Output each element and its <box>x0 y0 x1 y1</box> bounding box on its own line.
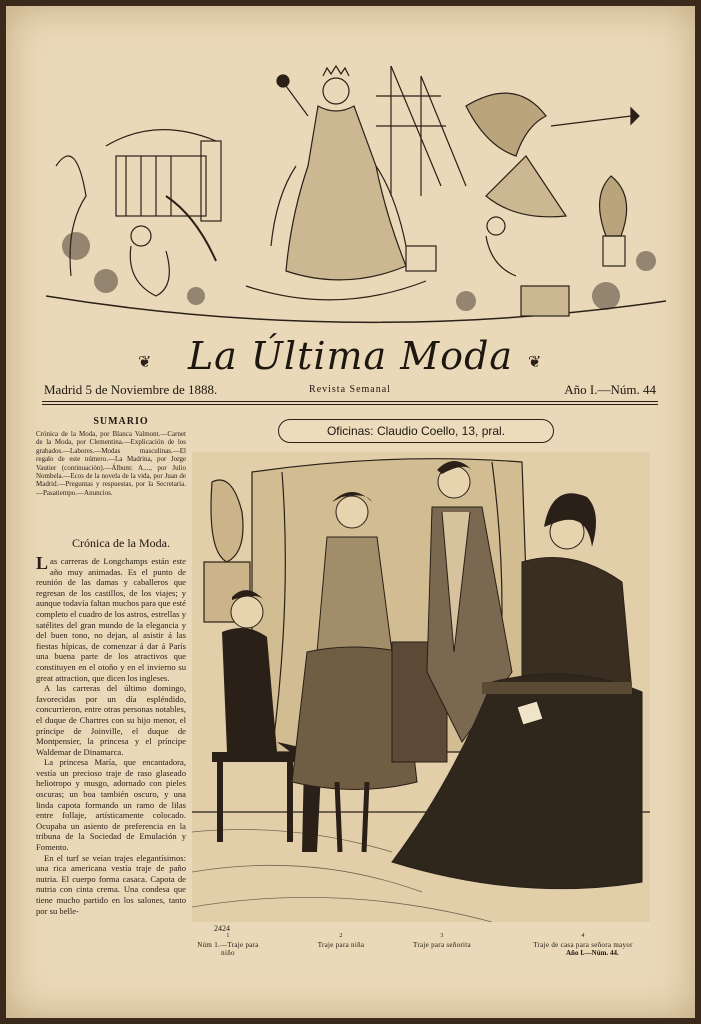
article-body <box>36 553 186 916</box>
office-banner: Oficinas: Claudio Coello, 13, pral. <box>278 419 554 443</box>
issue-date: Madrid 5 de Noviembre de 1888. <box>44 382 218 397</box>
caption-text: Núm 1.—Traje para niño <box>197 941 259 957</box>
publication-type: Revista Semanal <box>309 384 391 395</box>
caption-text: Traje de casa para señora mayor <box>533 941 633 949</box>
caption-index: 4 <box>581 933 585 939</box>
flourish-icon-right: ❦ <box>528 354 542 371</box>
caption-text: Traje para niña <box>317 941 365 949</box>
masthead-title: La Última Moda <box>187 334 514 378</box>
caption-4 <box>498 933 668 949</box>
plate-footer-number: Año I.—Núm. 44. <box>566 949 619 957</box>
caption-index: 1 <box>226 933 230 939</box>
header-engraving <box>46 46 666 346</box>
magazine-page <box>6 6 695 1018</box>
caption-2 <box>306 933 376 949</box>
dateline <box>44 382 656 402</box>
caption-1 <box>192 933 264 957</box>
issue-number: Año I.—Núm. 44 <box>564 382 656 397</box>
caption-index: 2 <box>339 933 343 939</box>
caption-text: Traje para señorita <box>413 941 471 949</box>
divider <box>42 404 658 405</box>
article-paragraph: A las carreras del último domingo, favorecidas por un día espléndido, concurrieron, entre otras personas notables, el duque de Chartres con su hijo menor, el príncipe de Joinville, el duque de Montpensier, la princesa y el príncipe Waldemar de Dinamarca. <box>36 683 186 757</box>
flourish-icon-left: ❦ <box>138 354 152 371</box>
article-paragraph: as carreras de Longchamps están este año muy animadas. Es el punto de reunión de las damas y caballeros que regresan de los castillos, de los viajes; y aunque todavía faltan muchos para que esté completo el cuadro de los astros, estrellas y satélites del gran mundo de la elegancia y del buen tono, no dejan, al asistir á las fiestas hípicas, de comenzar á dar á París una buena parte de los atractivos que constituyen en el otoño y en el invierno su great attraction, que dicen los ingleses. <box>36 556 186 683</box>
plate-number: 2424 <box>214 924 230 933</box>
article-paragraph: En el turf se veían trajes elegantísimos: una rica americana vestía traje de paño nutria. El cuerpo forma casaca. Capota de nutria con cinta crema. Una condesa que tiene mucho partido en los salones, tanto por su belle- <box>36 852 186 916</box>
caption-index: 3 <box>440 933 444 939</box>
dropcap: L <box>36 553 49 573</box>
sumario-heading: SUMARIO <box>93 416 149 427</box>
divider <box>42 401 658 402</box>
fashion-plate-illustration <box>192 452 650 922</box>
caption-3 <box>398 933 486 949</box>
article-heading: Crónica de la Moda. <box>72 536 170 550</box>
sumario-text: Crónica de la Moda, por Blanca Valmont.—Carnet de la Moda, por Clementina.—Explicación de los grabados.—Labores.—Modas masculinas.—El regalo de este número.—La Madrina, por Jorge Vautier (continuación).—Álbum: A...., por Julio Nombela.—Ecos de la novela de la vida, por Juan de Madrid.—Preguntas y respuestas, por la Secretaria.—Pasatiempo.—Anuncios. <box>36 430 186 497</box>
article-paragraph: La princesa María, que encantadora, vestía un precioso traje de raso glaseado heliotropo y musgo, adornado con pieles oscuras; un boa también oscuro, y una linda capota formando un ramo de lilas entre follaje, artísticamente colocado. Ocupaba un asiento de preferencia en la tribuna de la Sociedad de Emulación y Fomento. <box>36 757 186 853</box>
